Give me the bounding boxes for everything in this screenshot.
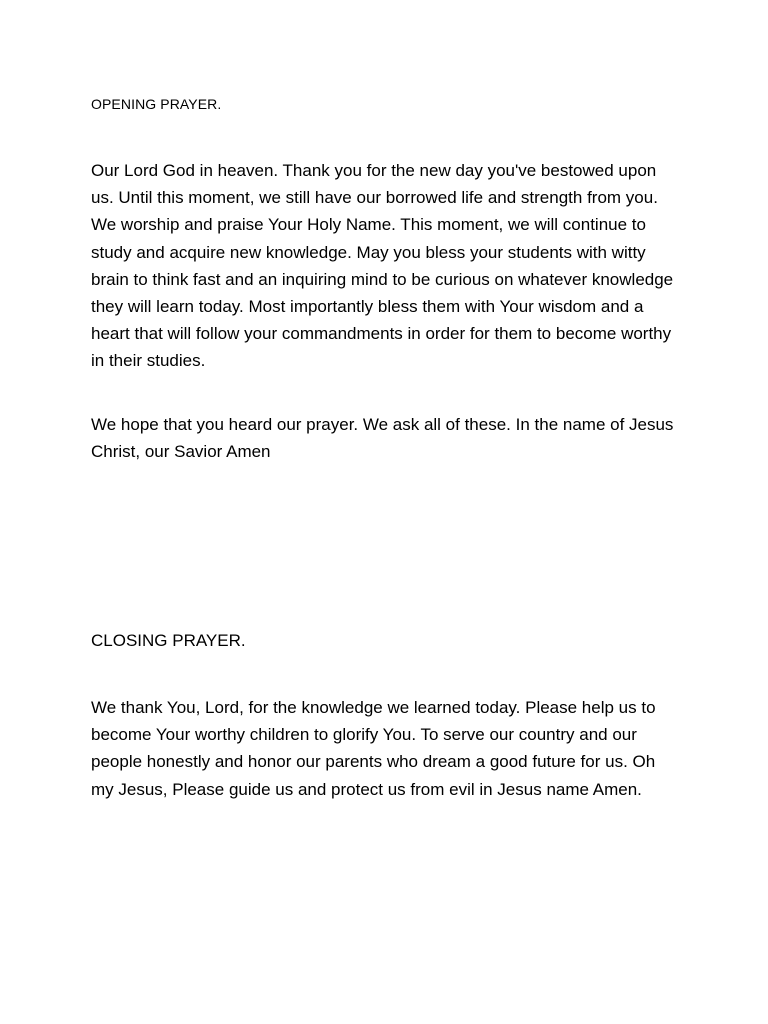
closing-prayer-heading: CLOSING PRAYER. — [91, 631, 246, 650]
opening-prayer-paragraph: Our Lord God in heaven. Thank you for the new day you've bestowed upon us. Until this moment, we still have our borrowed life and strength from you. We worship and praise Your Holy Name. This moment, we will continue to study and acquire new knowledge. May you bless your students with witty brain to think fast and an inquiring mind to be curious on whatever knowledge they will learn today. Most importantly bless them with Your wisdom and a heart that will follow your commandments in order for them to become worthy in their studies. — [91, 161, 674, 371]
opening-prayer-closing-paragraph: We hope that you heard our prayer. We ask all of these. In the name of Jesus Christ, our Savior Amen — [91, 415, 674, 462]
closing-prayer-paragraph: We thank You, Lord, for the knowledge we learned today. Please help us to become Your worthy children to glorify You. To serve our country and our people honestly and honor our parents who dream a good future for us. Oh my Jesus, Please guide us and protect us from evil in Jesus name Amen. — [91, 698, 656, 799]
opening-prayer-heading: OPENING PRAYER. — [91, 96, 222, 112]
